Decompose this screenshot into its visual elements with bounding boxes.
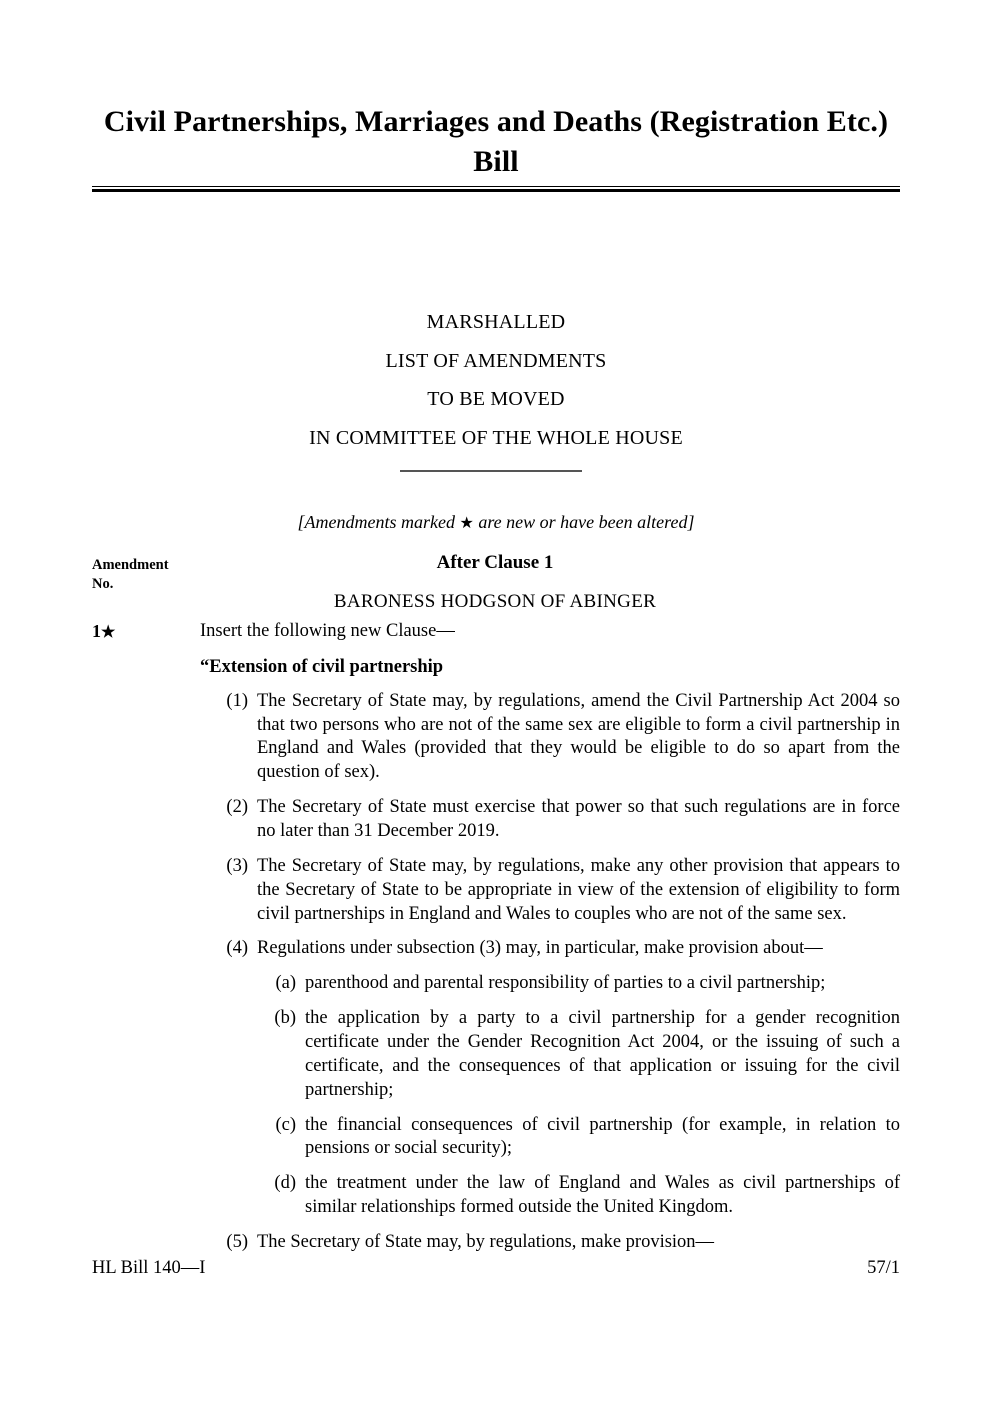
page-title: Civil Partnerships, Marriages and Deaths (Registration Etc.) Bill (103, 105, 889, 178)
subsection-3 (200, 855, 900, 927)
note-text-before: [Amendments marked (297, 512, 460, 532)
sub-item-b (200, 1007, 900, 1102)
star-icon: ★ (459, 515, 474, 532)
heading-line-list-of-amendments: LIST OF AMENDMENTS (385, 349, 607, 372)
sub-item-text: the financial consequences of civil partnership (for example, in relation to pensions or social security); (305, 1114, 900, 1159)
sub-item-marker: (d) (274, 1173, 296, 1194)
subsection-text: The Secretary of State may, by regulations, amend the Civil Partnership Act 2004 so that two persons who are not of the same sex are eligible to form a civil partnership in England and Wales (provided that they would be eligible to do so apart from the question of sex). (257, 690, 900, 783)
sub-item-marker: (a) (275, 973, 296, 994)
subsection-marker: (2) (226, 797, 248, 818)
heading-separator-rule (400, 470, 582, 472)
sub-item-a (200, 972, 900, 996)
sub-item-c (200, 1114, 900, 1162)
title-rule-thick (92, 189, 900, 192)
subsection-text: The Secretary of State may, by regulations, make any other provision that appears to the Secretary of State to be appropriate in view of the extension of eligibility to form civil partnerships in England and Wales to couples who are not of the same sex. (257, 855, 900, 924)
amendment-number-marker (92, 621, 115, 642)
sub-item-marker: (b) (274, 1008, 296, 1029)
bill-reference: HL Bill 140—I (92, 1258, 206, 1278)
heading-line-marshalled: MARSHALLED (426, 311, 566, 333)
clause-heading: After Clause 1 (436, 552, 554, 573)
page-number: 57/1 (867, 1258, 900, 1278)
subsection-marker: (5) (226, 1232, 248, 1253)
document-heading-block (92, 303, 900, 457)
subsection-2 (200, 796, 900, 844)
subsection-marker: (4) (226, 938, 248, 959)
amendment-body (200, 620, 900, 1255)
star-icon: ★ (101, 624, 116, 641)
heading-line-in-committee: IN COMMITTEE OF THE WHOLE HOUSE (309, 426, 683, 449)
column-header-line2: No. (92, 576, 114, 593)
new-clause-title: “Extension of civil partnership (200, 656, 444, 677)
title-double-rule (92, 186, 900, 192)
new-amendments-note (92, 512, 900, 533)
sub-item-text: parenthood and parental responsibility of parties to a civil partnership; (305, 973, 826, 994)
subsection-text: Regulations under subsection (3) may, in particular, make provision about— (257, 938, 823, 959)
subsection-text: The Secretary of State may, by regulations, make provision— (257, 1232, 715, 1253)
sub-item-d (200, 1172, 900, 1220)
subsection-4-sub-items (200, 972, 900, 1220)
subsection-marker: (3) (226, 855, 248, 876)
subsection-1 (200, 690, 900, 785)
sub-item-text: the treatment under the law of England and Wales as civil partnerships of similar relationships formed outside the United Kingdom. (305, 1173, 900, 1218)
sub-item-text: the application by a party to a civil partnership for a gender recognition certificate under the Gender Recognition Act 2004, or the issuing of such a certificate, and the consequences of that application or issuing for the civil partnership; (305, 1008, 900, 1100)
subsection-marker: (1) (226, 690, 248, 711)
column-header-line1: Amendment (92, 557, 169, 573)
amendment-lead-line: Insert the following new Clause— (200, 621, 455, 641)
heading-line-to-be-moved: TO BE MOVED (427, 388, 565, 411)
amendment-number: 1 (92, 621, 101, 641)
subsection-text: The Secretary of State must exercise that power so that such regulations are in force no later than 31 December 2019. (257, 797, 900, 842)
amendment-number-column-header (92, 556, 202, 594)
subsection-4 (200, 937, 900, 961)
amendment-sponsor: BARONESS HODGSON OF ABINGER (333, 591, 657, 612)
title-rule-thin (92, 186, 900, 187)
sub-item-marker: (c) (275, 1114, 296, 1135)
subsection-5 (200, 1231, 900, 1255)
note-text-after: are new or have been altered] (473, 512, 695, 532)
